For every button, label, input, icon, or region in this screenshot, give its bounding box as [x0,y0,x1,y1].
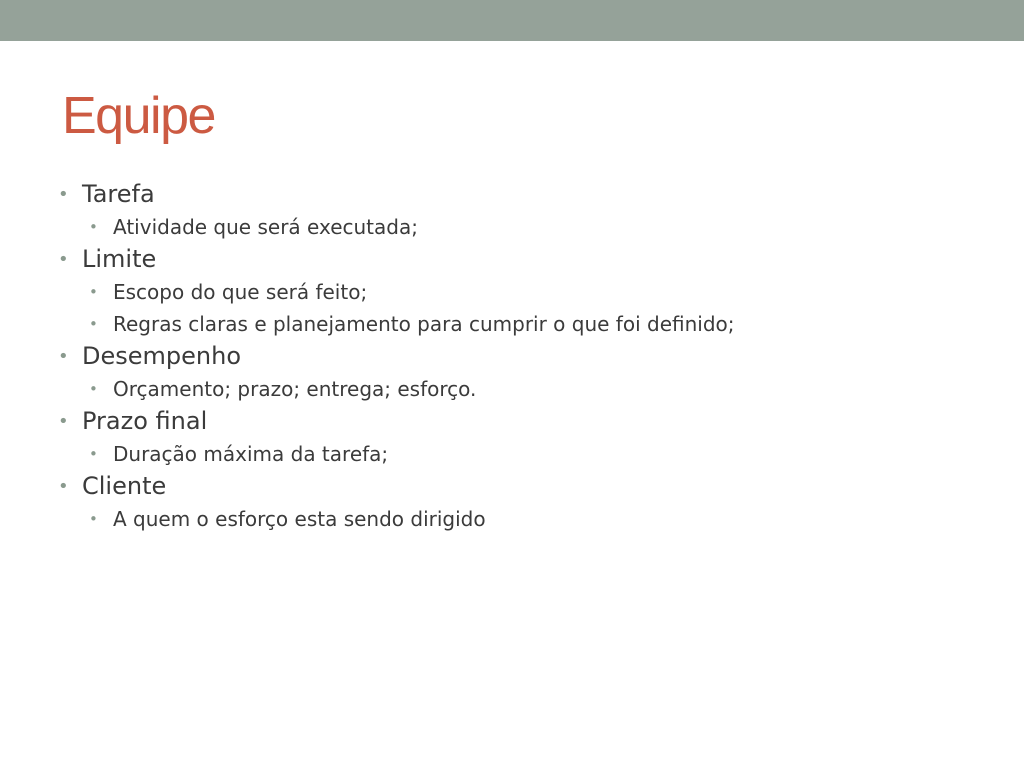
bullet-dot-icon: • [58,476,69,497]
bullet-label: Prazo final [82,407,208,435]
bullet-label: Cliente [82,472,167,500]
bullet-list [58,178,978,535]
slide-title: Equipe [62,87,215,145]
bullet-dot-icon: • [89,315,98,333]
sub-bullet-item [58,438,978,470]
sub-bullet-item [58,308,978,340]
sub-bullet-label: Atividade que será executada; [113,215,418,239]
top-band [0,0,1024,41]
bullet-item-cliente [58,470,978,503]
bullet-dot-icon: • [89,445,98,463]
bullet-dot-icon: • [58,249,69,270]
bullet-item-limite [58,243,978,276]
sub-bullet-label: Orçamento; prazo; entrega; esforço. [113,377,477,401]
sub-bullet-label: A quem o esforço esta sendo dirigido [113,507,486,531]
bullet-item-prazo-final [58,405,978,438]
bullet-item-desempenho [58,340,978,373]
bullet-label: Desempenho [82,342,241,370]
sub-bullet-label: Regras claras e planejamento para cumprir o que foi definido; [113,312,735,336]
sub-bullet-item [58,373,978,405]
sub-bullet-item [58,276,978,308]
bullet-dot-icon: • [58,184,69,205]
bullet-dot-icon: • [89,510,98,528]
bullet-dot-icon: • [89,283,98,301]
bullet-dot-icon: • [58,411,69,432]
sub-bullet-label: Duração máxima da tarefa; [113,442,389,466]
sub-bullet-item [58,503,978,535]
sub-bullet-item [58,211,978,243]
bullet-label: Limite [82,245,157,273]
bullet-label: Tarefa [82,180,155,208]
bullet-dot-icon: • [58,346,69,367]
bullet-item-tarefa [58,178,978,211]
bullet-dot-icon: • [89,218,98,236]
bullet-dot-icon: • [89,380,98,398]
sub-bullet-label: Escopo do que será feito; [113,280,368,304]
